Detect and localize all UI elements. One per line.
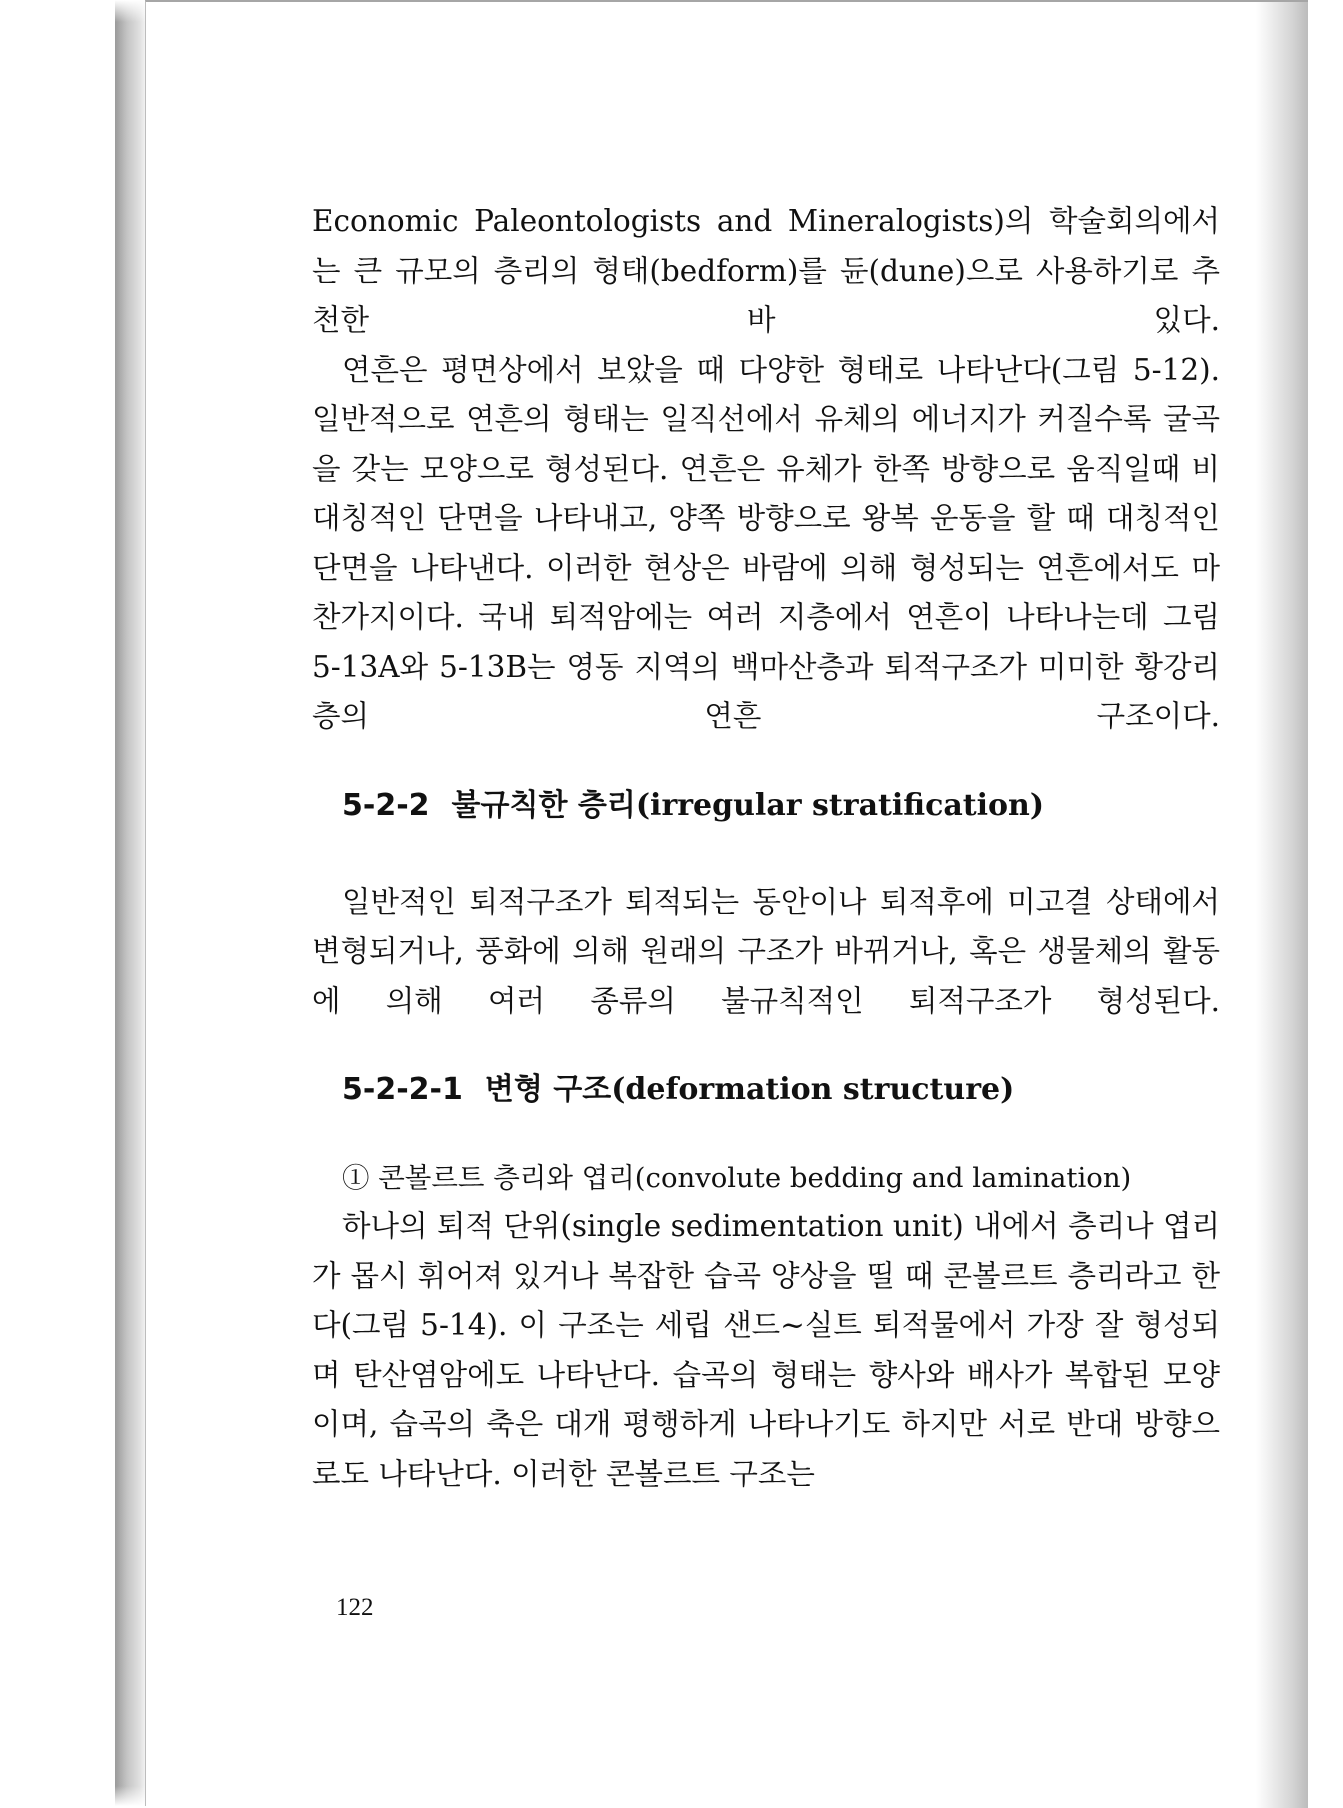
paragraph-irregular-structures: 일반적인 퇴적구조가 퇴적되는 동안이나 퇴적후에 미고결 상태에서 변형되거나, 풍화에 의해 원래의 구조가 바뀌거나, 혹은 생물체의 활동에 의해 여러 종류의 불규칙적인 퇴적구조가 형성된다. <box>312 884 1220 1018</box>
paragraph-bedform-dune: Economic Paleontologists and Mineralogists)의 학술회의에서는 큰 규모의 층리의 형태(bedform)를 듄(dune)으로 사용하기로 추천한 바 있다. <box>312 204 1220 337</box>
page-right-shadow <box>1256 2 1308 1808</box>
paragraph-ripple-forms: 연흔은 평면상에서 보았을 때 다양한 형태로 나타난다(그림 5-12). 일반적으로 연흔의 형태는 일직선에서 유체의 에너지가 커질수록 굴곡을 갖는 모양으로 형성된다. 연흔은 유체가 한쪽 방향으로 움직일때 비대칭적인 단면을 나타내고, 양쪽 방향으로 왕복 운동을 할 때 대칭적인 단면을 나타낸다. 이러한 현상은 바람에 의해 형성되는 연흔에서도 마찬가지이다. 국내 퇴적암에는 여러 지층에서 연흔이 나타나는데 그림 5-13A와 5-13B는 영동 지역의 백마산층과 퇴적구조가 미미한 황강리층의 연흔 구조이다. <box>312 352 1220 733</box>
paragraph-convolute-bedding: 하나의 퇴적 단위(single sedimentation unit) 내에서 층리나 엽리가 몹시 휘어져 있거나 복잡한 습곡 양상을 띨 때 콘볼르트 층리라고 한다(그림 5-14). 이 구조는 세립 샌드~실트 퇴적물에서 가장 잘 형성되며 탄산염암에도 나타난다. 습곡의 형태는 향사와 배사가 복합된 모양이며, 습곡의 축은 대개 평행하게 나타나기도 하지만 서로 반대 방향으로도 나타난다. 이러한 콘볼르트 구조는 <box>312 1209 1220 1491</box>
page-number: 122 <box>336 1594 374 1621</box>
section-number: 5-2-2 <box>342 787 430 823</box>
section-number: 5-2-2-1 <box>342 1072 463 1107</box>
subheading-convolute-bedding: ① 콘볼르트 층리와 엽리(convolute bedding and lamination) <box>342 1162 1132 1194</box>
page-body <box>312 197 1220 1499</box>
section-heading-5-2-2 <box>312 786 1220 826</box>
book-spine-edge <box>115 0 145 1806</box>
book-edge-top-fade <box>115 0 145 22</box>
section-heading-5-2-2-1 <box>312 1070 1220 1110</box>
section-title: 불규칙한 층리(irregular stratification) <box>451 787 1045 823</box>
book-edge-bottom-fade <box>115 1786 145 1806</box>
section-title: 변형 구조(deformation structure) <box>484 1072 1015 1107</box>
